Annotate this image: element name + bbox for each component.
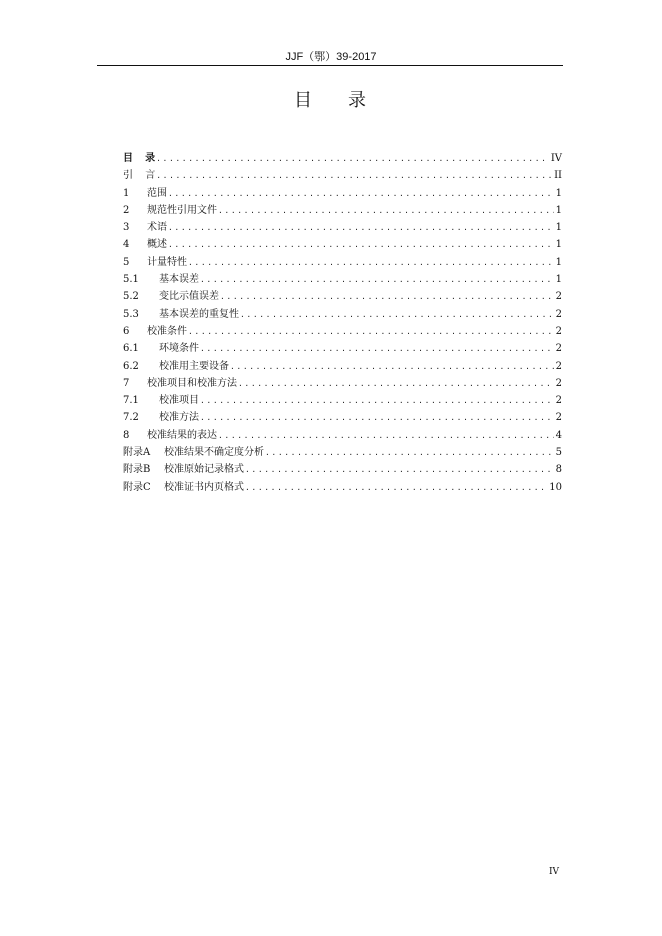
dot-leader [238,375,554,392]
dot-leader [265,444,554,461]
toc-entry-page: 1 [555,274,562,286]
toc-entry-page: 2 [555,360,562,372]
dot-leader [220,288,554,305]
toc-entry-page: 2 [555,325,562,337]
dot-leader [200,392,554,409]
toc-entry-page: 2 [555,377,562,389]
toc-entry-label: 环境条件 [159,343,199,355]
toc-entry-label: 校准证书内页格式 [164,481,244,493]
toc-entry-page: 1 [555,204,562,216]
toc-entry[interactable] [123,185,562,202]
toc-entry-label: 基本误差的重复性 [159,308,239,320]
toc-entry-page: 2 [555,291,562,303]
toc-entry[interactable] [123,409,562,426]
toc-entry-label: 校准结果不确定度分析 [164,447,264,459]
dot-leader [156,150,549,167]
toc-entry-number: 7 [123,377,130,389]
dot-leader [218,427,554,444]
dot-leader [200,271,554,288]
toc-entry-number: 7.1 [123,395,139,407]
dot-leader [168,236,554,253]
toc-entry[interactable] [123,340,562,357]
toc-entry-label: 校准项目 [159,395,199,407]
toc-entry-label: 计量特性 [147,256,187,268]
toc-entry-label: 规范性引用文件 [147,204,217,216]
toc-entry-number: 附录B [123,464,151,476]
toc-entry[interactable] [123,427,562,444]
dot-leader [168,185,554,202]
toc-entry-number: 6.2 [123,360,139,372]
toc-entry-number: 附录A [123,447,151,459]
toc-entry[interactable] [123,288,562,305]
header-divider [97,65,563,66]
toc-entry-page: 2 [555,343,562,355]
toc-entry-label-part: 言 [145,170,156,182]
toc-entry[interactable] [123,202,562,219]
toc-entry-number: 5.2 [123,291,139,303]
toc-entry-label: 校准方法 [159,412,199,424]
toc-entry[interactable] [123,323,562,340]
title-char-1: 目 [294,90,314,111]
toc-entry[interactable] [123,236,562,253]
toc-entry-page: 1 [555,187,562,199]
toc-entry-label: 校准条件 [147,325,187,337]
page-title [0,86,662,112]
toc-entry-number: 5.1 [123,274,139,286]
dot-leader [200,409,554,426]
toc-entry-number: 3 [123,222,130,234]
toc-entry-number: 6 [123,325,130,337]
title-char-2: 录 [348,90,368,111]
table-of-contents [123,150,562,496]
dot-leader [230,358,554,375]
toc-entry-number: 5.3 [123,308,139,320]
toc-entry[interactable] [123,219,562,236]
running-header: JJF（鄂）39-2017 [285,51,377,63]
toc-entry-number: 6.1 [123,343,139,355]
toc-entry-page: 2 [555,412,562,424]
page-number: IV [549,867,560,877]
toc-entry-label-part: 目 [123,153,133,164]
toc-entry-number: 7.2 [123,412,139,424]
toc-entry[interactable] [123,479,562,496]
toc-entry-label: 范围 [147,187,167,199]
toc-entry-page: 2 [555,395,562,407]
toc-entry-number: 1 [123,187,130,199]
toc-entry-label-part: 录 [145,153,156,164]
dot-leader [188,323,554,340]
toc-entry-label: 变比示值误差 [159,291,219,303]
toc-entry-label: 校准结果的表达 [147,429,217,441]
toc-entry[interactable] [123,254,562,271]
dot-leader [200,340,554,357]
toc-entry[interactable] [123,444,562,461]
toc-entry-number: 5 [123,256,130,268]
toc-entry-page: IV [550,153,562,164]
toc-entry-page: II [554,170,562,182]
toc-entry[interactable] [123,306,562,323]
toc-entry-page: 4 [555,429,562,441]
toc-entry-page: 10 [549,481,562,493]
toc-entry[interactable] [123,461,562,478]
toc-entry[interactable] [123,271,562,288]
toc-entry[interactable] [123,375,562,392]
toc-entry-number: 2 [123,204,130,216]
toc-entry-page: 1 [555,222,562,234]
toc-entry-number: 附录C [123,481,151,493]
toc-entry-number: 8 [123,429,130,441]
toc-entry[interactable] [123,150,562,167]
toc-entry-page: 1 [555,256,562,268]
dot-leader [188,254,554,271]
toc-entry[interactable] [123,392,562,409]
toc-entry-label: 基本误差 [159,274,199,286]
toc-entry-number: 4 [123,239,130,251]
toc-entry[interactable] [123,167,562,184]
toc-entry-page: 5 [555,447,562,459]
toc-entry-label: 术语 [147,222,167,234]
dot-leader [218,202,554,219]
dot-leader [156,167,552,184]
toc-entry-label: 概述 [147,239,167,251]
toc-entry-page: 2 [555,308,562,320]
toc-entry-label-part: 引 [123,170,133,182]
toc-entry-label: 校准用主要设备 [159,360,229,372]
toc-entry[interactable] [123,358,562,375]
dot-leader [245,479,547,496]
dot-leader [245,461,554,478]
toc-entry-page: 8 [555,464,562,476]
dot-leader [168,219,554,236]
dot-leader [240,306,554,323]
toc-entry-label: 校准原始记录格式 [164,464,244,476]
toc-entry-page: 1 [555,239,562,251]
toc-entry-label: 校准项目和校准方法 [147,377,237,389]
